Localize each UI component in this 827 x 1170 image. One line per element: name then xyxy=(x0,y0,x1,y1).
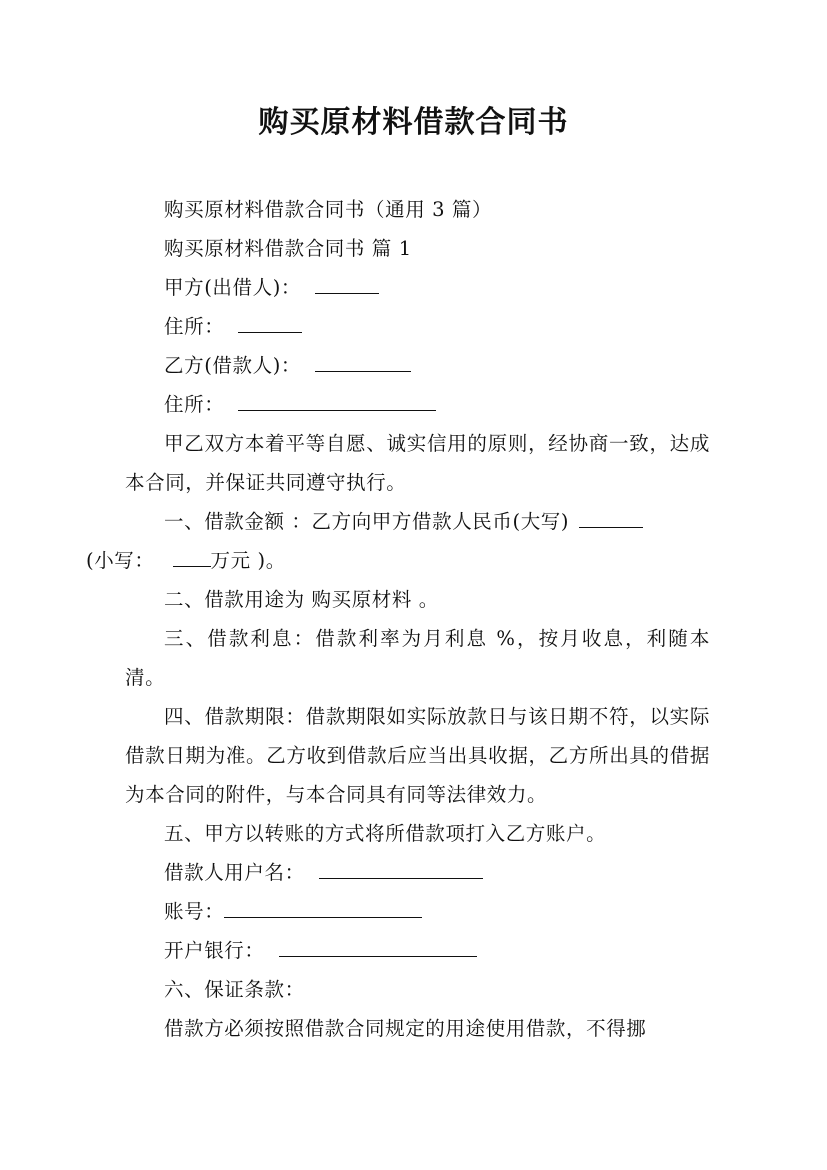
clause-1-text: 一、借款金额 ：乙方向甲方借款人民币(大写) xyxy=(164,510,570,533)
clause-1-small: (小写： xyxy=(86,549,155,572)
party-a-address-label: 住所： xyxy=(164,315,225,338)
party-a-label: 甲方(出借人)： xyxy=(164,276,302,299)
bank-label: 开户银行： xyxy=(164,939,265,962)
party-b-address-line xyxy=(125,385,710,424)
party-b-address-label: 住所： xyxy=(164,393,225,416)
clause-1 xyxy=(86,502,710,580)
bank-line xyxy=(125,931,710,970)
intro-paragraph: 甲乙双方本着平等自愿、诚实信用的原则，经协商一致，达成本合同，并保证共同遵守执行。 xyxy=(125,432,710,494)
account-name-blank xyxy=(319,856,483,879)
document-title: 购买原材料借款合同书 xyxy=(258,105,569,140)
clause-1-amount-blank xyxy=(579,505,643,528)
bank-blank xyxy=(279,934,477,957)
account-name-line xyxy=(125,853,710,892)
party-b-address-blank xyxy=(238,388,436,411)
party-a-line xyxy=(125,268,710,307)
clause-6: 六、保证条款： xyxy=(164,978,305,1001)
party-b-blank xyxy=(315,349,411,372)
clause-4: 四、借款期限：借款期限如实际放款日与该日期不符，以实际借款日期为准。乙方收到借款后应当出具收据，乙方所出具的借据为本合同的附件，与本合同具有同等法律效力。 xyxy=(125,705,710,806)
party-a-address-line xyxy=(125,307,710,346)
account-number-blank xyxy=(224,895,422,918)
party-a-address-blank xyxy=(238,310,302,333)
party-b-label: 乙方(借款人)： xyxy=(164,354,302,377)
party-a-blank xyxy=(315,271,379,294)
subtitle: 购买原材料借款合同书（通用 3 篇） xyxy=(164,198,493,221)
party-b-line xyxy=(125,346,710,385)
clause-3: 三、借款利息：借款利率为月利息 %，按月收息，利随本清。 xyxy=(125,627,710,689)
clause-5: 五、甲方以转账的方式将所借款项打入乙方账户。 xyxy=(164,822,607,845)
account-number-line xyxy=(125,892,710,931)
section-heading: 购买原材料借款合同书 篇 1 xyxy=(164,237,412,260)
clause-1-unit: 万元 )。 xyxy=(210,549,286,572)
clause-2: 二、借款用途为 购买原材料 。 xyxy=(164,588,439,611)
clause-6-text: 借款方必须按照借款合同规定的用途使用借款，不得挪 xyxy=(164,1017,647,1040)
clause-1-small-blank xyxy=(173,544,211,567)
document-body xyxy=(86,190,710,1048)
account-number-label: 账号： xyxy=(164,900,225,923)
account-name-label: 借款人用户名： xyxy=(164,861,305,884)
